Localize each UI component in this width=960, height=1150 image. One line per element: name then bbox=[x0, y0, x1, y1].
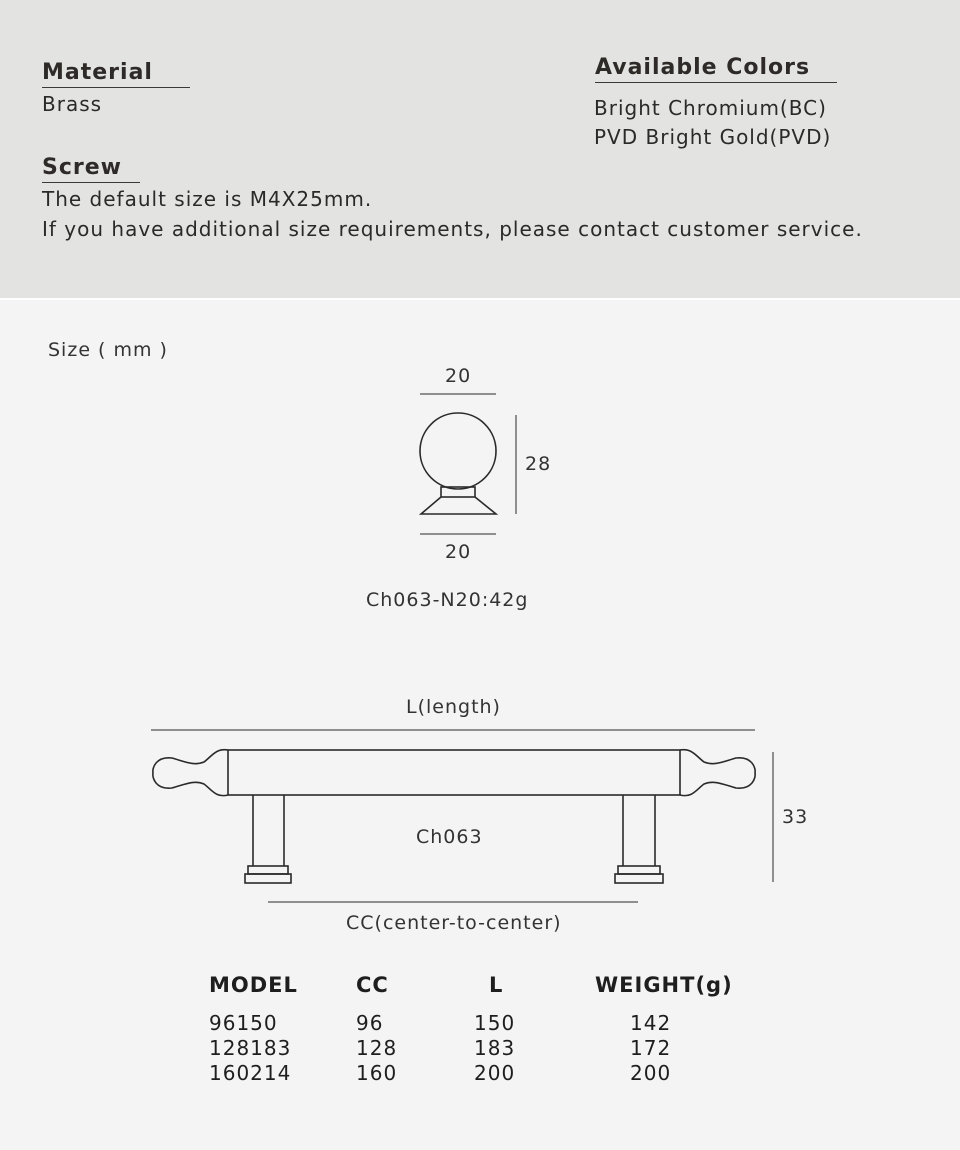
handle-drawing bbox=[151, 730, 773, 902]
table-cell-model: 128183 bbox=[209, 1036, 292, 1060]
color-item-bc: Bright Chromium(BC) bbox=[594, 96, 827, 120]
table-cell-weight: 142 bbox=[630, 1011, 672, 1035]
table-cell-cc: 128 bbox=[356, 1036, 398, 1060]
size-label: Size ( mm ) bbox=[48, 339, 168, 361]
table-cell-l: 183 bbox=[474, 1036, 516, 1060]
table-header-l: L bbox=[489, 973, 504, 997]
knob-drawing bbox=[420, 394, 516, 534]
table-cell-model: 160214 bbox=[209, 1061, 292, 1085]
table-header-weight: WEIGHT(g) bbox=[595, 973, 733, 997]
table-header-cc: CC bbox=[356, 973, 389, 997]
color-item-pvd: PVD Bright Gold(PVD) bbox=[594, 125, 832, 149]
knob-side-dimension: 28 bbox=[525, 453, 552, 475]
table-cell-cc: 160 bbox=[356, 1061, 398, 1085]
table-cell-l: 200 bbox=[474, 1061, 516, 1085]
material-heading: Material bbox=[42, 60, 190, 88]
table-cell-l: 150 bbox=[474, 1011, 516, 1035]
table-cell-weight: 200 bbox=[630, 1061, 672, 1085]
handle-cc-label: CC(center-to-center) bbox=[346, 912, 562, 934]
colors-heading: Available Colors bbox=[595, 55, 837, 83]
handle-height-dimension: 33 bbox=[782, 806, 809, 828]
knob-caption: Ch063-N20:42g bbox=[366, 589, 529, 611]
table-cell-weight: 172 bbox=[630, 1036, 672, 1060]
screw-heading: Screw bbox=[42, 155, 140, 183]
handle-length-label: L(length) bbox=[406, 696, 501, 718]
table-cell-model: 96150 bbox=[209, 1011, 278, 1035]
table-header-model: MODEL bbox=[209, 973, 298, 997]
screw-line-1: The default size is M4X25mm. bbox=[42, 187, 373, 211]
handle-model-name: Ch063 bbox=[416, 826, 483, 848]
screw-line-2: If you have additional size requirements, please contact customer service. bbox=[42, 217, 863, 241]
knob-bottom-dimension: 20 bbox=[445, 541, 472, 563]
knob-top-dimension: 20 bbox=[445, 365, 472, 387]
table-cell-cc: 96 bbox=[356, 1011, 384, 1035]
material-value: Brass bbox=[42, 92, 103, 116]
